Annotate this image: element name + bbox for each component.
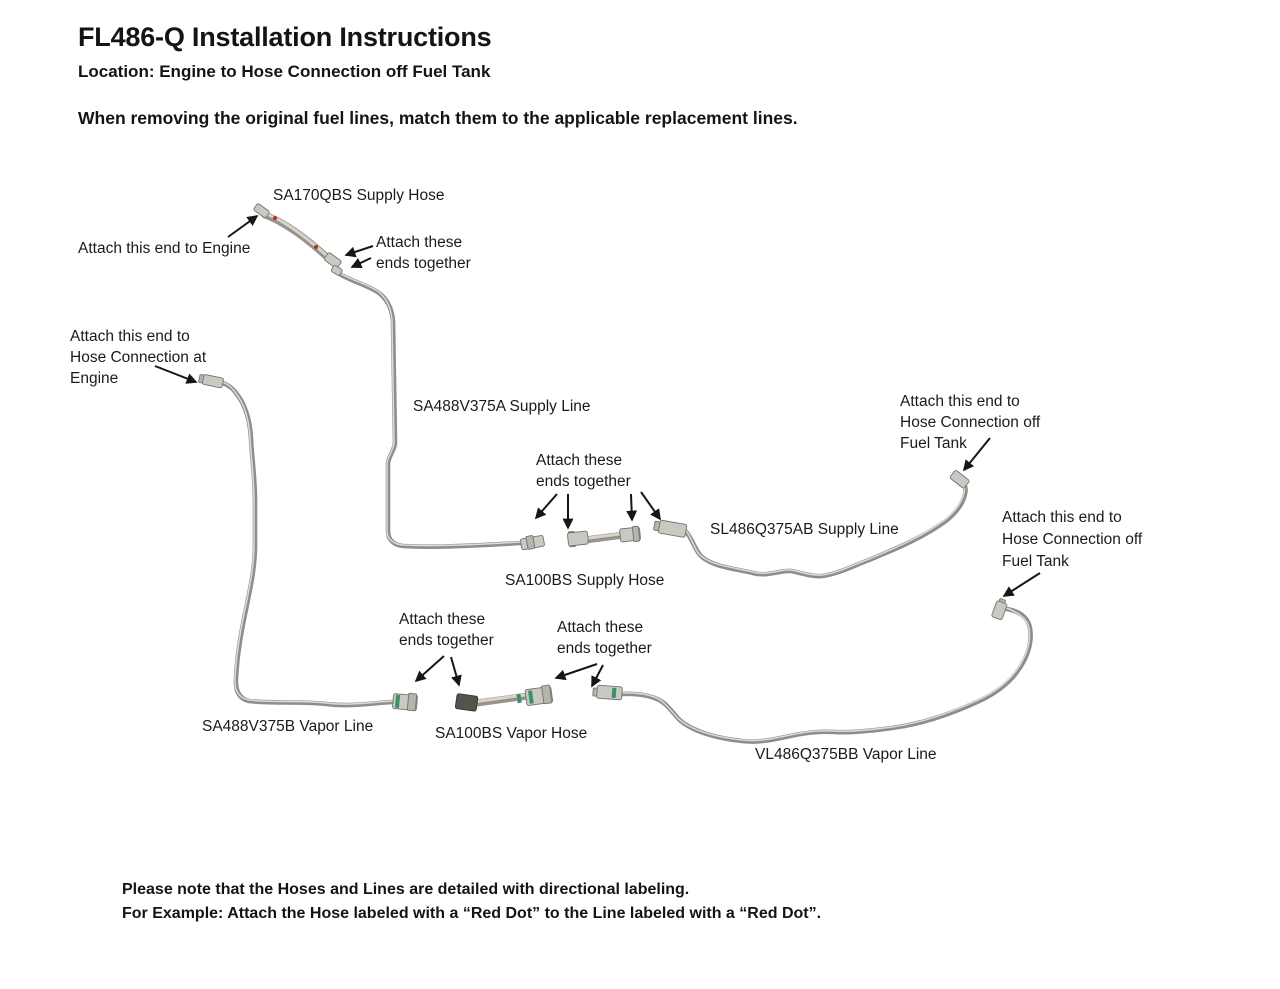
label-sa488v375b-vapor-line: SA488V375B Vapor Line: [202, 718, 374, 735]
annotation-attach-hose-connection-engine: Attach this end to Hose Connection at Engine: [70, 328, 207, 387]
arrow-attach-mid-4: [641, 492, 660, 519]
arrow-attach-b2-2: [592, 665, 603, 686]
annotation-attach-engine: Attach this end to Engine: [78, 240, 251, 257]
label-sl486q375ab-supply-line: SL486Q375AB Supply Line: [710, 521, 899, 538]
arrow-attach-mid-1: [536, 494, 557, 518]
arrow-attach-top-1: [346, 246, 373, 255]
sa100bs-supply-hose-art: [567, 526, 641, 547]
label-sa100bs-vapor-hose: SA100BS Vapor Hose: [435, 725, 588, 742]
page-title: FL486-Q Installation Instructions: [78, 22, 492, 52]
label-sa488v375a-supply-line: SA488V375A Supply Line: [413, 398, 591, 415]
arrow-attach-top-2: [352, 258, 371, 267]
arrow-attach-mid-3: [631, 494, 632, 520]
arrow-attach-engine: [228, 216, 257, 237]
sa170qbs-supply-hose-art: [253, 203, 342, 269]
footer-note-line-1: Please note that the Hoses and Lines are detailed with directional labeling.: [122, 881, 690, 898]
intro-instruction: When removing the original fuel lines, match them to the applicable replacement lines.: [78, 108, 798, 128]
footer-note: [122, 878, 821, 926]
label-vl486q375bb-vapor-line: VL486Q375BB Vapor Line: [755, 746, 937, 763]
label-sa100bs-supply-hose: SA100BS Supply Hose: [505, 572, 665, 589]
green-band-marker: [612, 688, 617, 698]
annotation-attach-fuel-tank-top: Attach this end to Hose Connection off Fuel Tank: [900, 393, 1041, 452]
arrow-attach-b1-2: [451, 657, 459, 685]
annotation-attach-together-bottom-1: Attach these ends together: [399, 611, 494, 649]
location-subtitle: Location: Engine to Hose Connection off Fuel Tank: [78, 62, 491, 81]
annotation-attach-together-bottom-2: Attach these ends together: [557, 619, 652, 657]
label-sa170qbs-supply-hose: SA170QBS Supply Hose: [273, 187, 445, 204]
arrow-attach-b2-1: [556, 664, 597, 678]
footer-note-line-2: For Example: Attach the Hose labeled with a “Red Dot” to the Line labeled with a “Red Dot”.: [122, 905, 822, 922]
annotation-attach-together-top: Attach these ends together: [376, 234, 471, 272]
arrow-fuel-tank-bottom: [1004, 573, 1040, 596]
arrow-attach-b1-1: [416, 656, 444, 681]
annotation-attach-together-mid: Attach these ends together: [536, 452, 631, 490]
vl486q375bb-vapor-line-art: [593, 598, 1031, 742]
red-dot-marker: [273, 216, 277, 220]
sa100bs-vapor-hose-art: [455, 685, 553, 712]
sa488v375b-vapor-line-art: [198, 373, 417, 711]
red-dot-marker: [314, 245, 318, 249]
annotation-attach-fuel-tank-bottom: Attach this end to Hose Connection off Fuel Tank: [1002, 509, 1143, 570]
